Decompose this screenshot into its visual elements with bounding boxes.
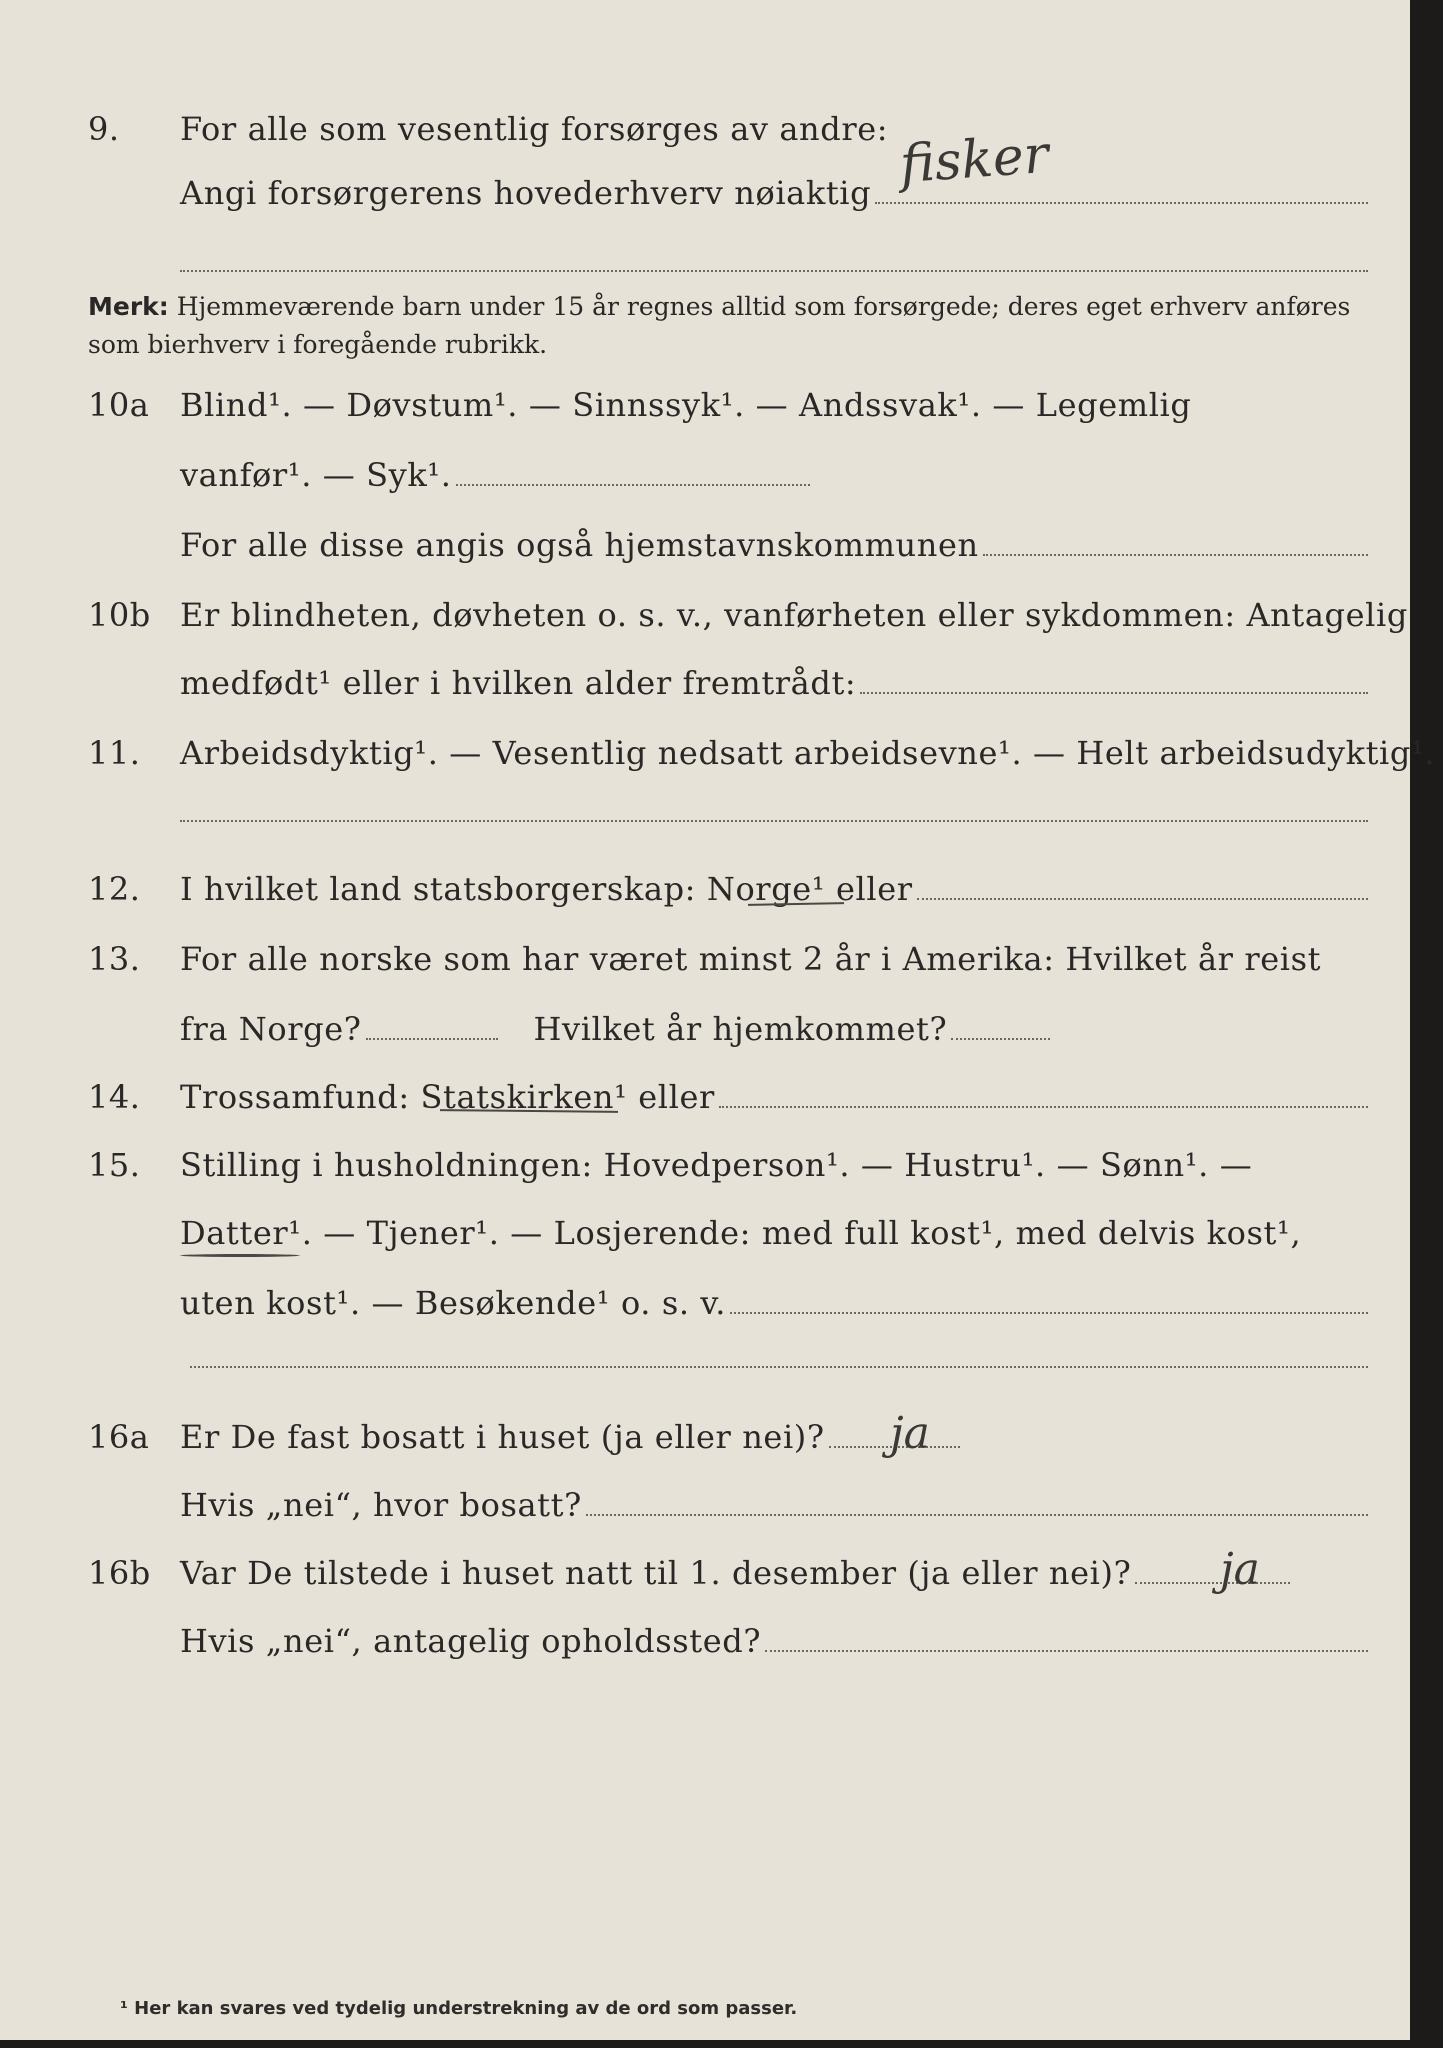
q16b-where-label: Hvis „nei“, antagelig opholdssted? <box>180 1622 762 1660</box>
q11-question: Arbeidsdyktig¹. — Vesentlig nedsatt arbeidsevne¹. — Helt arbeidsudyktig¹. <box>180 734 1436 772</box>
q16a-handwritten-answer: ja <box>890 1408 930 1459</box>
q16b-where-line[interactable] <box>765 1649 1368 1652</box>
q16a-question: Er De fast bosatt i huset (ja eller nei)? <box>180 1418 825 1456</box>
q15-datter-underline <box>180 1254 300 1257</box>
q13-right-line[interactable] <box>951 1037 1050 1040</box>
q10b-line2 <box>0 656 1410 704</box>
q16a-line1 <box>0 1410 1410 1458</box>
q16a-number: 16a <box>88 1418 150 1456</box>
q16a-line2 <box>0 1478 1410 1526</box>
q16b-number: 16b <box>88 1554 151 1592</box>
q9-answer-line[interactable] <box>875 201 1368 204</box>
q15-line1 <box>0 1138 1410 1186</box>
q10a-hometown-label: For alle disse angis også hjemstavnskommunen <box>180 526 979 564</box>
q12-line1 <box>0 862 1410 910</box>
q16b-line1 <box>0 1546 1410 1594</box>
q10b-question: Er blindheten, døvheten o. s. v., vanførheten eller sykdommen: Antagelig <box>180 596 1408 634</box>
q10a-line2 <box>0 448 1410 496</box>
q9-number: 9. <box>88 110 120 148</box>
q13-line1 <box>0 932 1410 980</box>
q13-left-line[interactable] <box>366 1037 498 1040</box>
q13-right-label: Hvilket år hjemkommet? <box>533 1010 948 1048</box>
merk-label: Merk: <box>88 292 169 321</box>
q10a-answer-line[interactable] <box>456 483 810 486</box>
q15-number: 15. <box>88 1146 141 1184</box>
q15-answer-line[interactable] <box>730 1311 1368 1314</box>
q15-extra-line[interactable] <box>190 1366 1368 1368</box>
q10a-question: Blind¹. — Døvstum¹. — Sinnssyk¹. — Andssvak¹. — Legemlig <box>180 386 1192 424</box>
q16b-line2 <box>0 1614 1410 1662</box>
q13-question: For alle norske som har været minst 2 år i Amerika: Hvilket år reist <box>180 940 1322 978</box>
q10a-vanfor-label: vanfør¹. — Syk¹. <box>180 456 452 494</box>
q12-answer-line[interactable] <box>917 897 1368 900</box>
q12-question: I hvilket land statsborgerskap: Norge¹ eller <box>180 870 913 908</box>
q16a-where-label: Hvis „nei“, hvor bosatt? <box>180 1486 582 1524</box>
footnote: ¹ Her kan svares ved tydelig understrekning av de ord som passer. <box>120 1998 798 2019</box>
q9-extra-line[interactable] <box>180 270 1368 272</box>
q13-left-label: fra Norge? <box>180 1010 362 1048</box>
q15-question: Stilling i husholdningen: Hovedperson¹. — Hustru¹. — Sønn¹. — <box>180 1146 1253 1184</box>
q15-line3 <box>0 1276 1410 1324</box>
q14-line1 <box>0 1070 1410 1118</box>
q11-number: 11. <box>88 734 141 772</box>
q10a-hometown-line[interactable] <box>983 553 1368 556</box>
q15-line2 <box>0 1206 1410 1254</box>
q9-question: For alle som vesentlig forsørges av andre: <box>180 110 889 148</box>
q10b-age-label: medfødt¹ eller i hvilken alder fremtrådt: <box>180 664 857 702</box>
q10a-line1 <box>0 378 1410 426</box>
q10a-number: 10a <box>88 386 150 424</box>
merk-text: Hjemmeværende barn under 15 år regnes alltid som forsørgede; deres eget erhverv anføres som bierhverv i foregående rubrikk. <box>88 292 1351 359</box>
q16b-handwritten-answer: ja <box>1220 1544 1260 1595</box>
q14-number: 14. <box>88 1078 141 1116</box>
q10b-number: 10b <box>88 596 151 634</box>
q9-provider-label: Angi forsørgerens hovederhverv nøiaktig <box>180 174 872 212</box>
q9-line1 <box>0 102 1410 150</box>
q10a-line3 <box>0 518 1410 566</box>
q16b-answer-line[interactable] <box>1135 1581 1290 1584</box>
q9-handwritten-answer: fisker <box>898 124 1051 196</box>
q16a-where-line[interactable] <box>586 1513 1368 1516</box>
q15-options-cont: uten kost¹. — Besøkende¹ o. s. v. <box>180 1284 727 1322</box>
q9-line2 <box>0 166 1410 214</box>
q15-options: Datter¹. — Tjener¹. — Losjerende: med full kost¹, med delvis kost¹, <box>180 1214 1302 1252</box>
q14-question: Trossamfund: Statskirken¹ eller <box>180 1078 715 1116</box>
q11-line1 <box>0 726 1436 774</box>
merk-note <box>88 288 1378 364</box>
q12-number: 12. <box>88 870 141 908</box>
q14-answer-line[interactable] <box>719 1105 1368 1108</box>
q13-line2 <box>0 1002 1410 1050</box>
q10b-answer-line[interactable] <box>860 691 1368 694</box>
q16b-question: Var De tilstede i huset natt til 1. desember (ja eller nei)? <box>180 1554 1132 1592</box>
q11-answer-line[interactable] <box>180 820 1368 822</box>
q10b-line1 <box>0 588 1410 636</box>
q13-number: 13. <box>88 940 141 978</box>
